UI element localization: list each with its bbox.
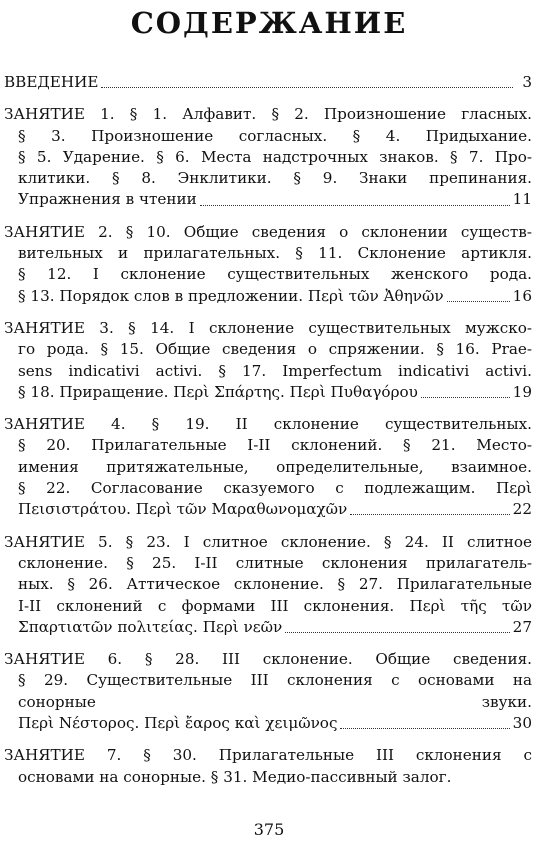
toc-line <box>4 499 532 520</box>
toc-line-text: вительных и прилагательных. § 11. Склонение артикля. <box>18 244 532 263</box>
toc-line <box>4 168 532 189</box>
toc-line <box>4 339 532 360</box>
toc-entry <box>4 318 532 403</box>
toc-line <box>4 478 532 499</box>
toc-line <box>4 532 532 553</box>
toc-page-number: 19 <box>512 382 532 401</box>
toc-page-number: 22 <box>512 500 532 519</box>
toc-line-text: § 18. Приращение. Περὶ Σπάρτης. Περὶ Πυθαγόρου <box>18 382 418 401</box>
dot-leader <box>447 301 510 302</box>
dot-leader <box>340 728 509 729</box>
toc-line-text: сонорные звуки. <box>18 692 532 711</box>
dot-leader <box>350 514 509 515</box>
toc-line <box>4 617 532 638</box>
toc-line <box>4 147 532 168</box>
toc-line <box>4 596 532 617</box>
toc-line <box>4 745 532 766</box>
dot-leader <box>200 205 510 206</box>
toc-line-text: § 29. Существительные III склонения с основами на <box>18 671 532 690</box>
toc-entry <box>4 414 532 520</box>
toc-line-text: ЗАНЯТИЕ 4. § 19. II склонение существительных. <box>4 415 532 434</box>
toc-line-text: го рода. § 15. Общие сведения о спряжении. § 16. Prae- <box>18 340 532 359</box>
toc-line <box>4 243 532 264</box>
toc-line-text: основами на сонорные. § 31. Медио-пассивный залог. <box>18 767 452 786</box>
toc-line-text: I-II склонений с формами III склонения. Περὶ τῆς τῶν <box>18 596 532 615</box>
toc-line <box>4 574 532 595</box>
toc-line <box>4 649 532 670</box>
toc-line <box>4 713 532 734</box>
toc-line <box>4 361 532 382</box>
toc-line <box>4 72 532 93</box>
toc-line <box>4 553 532 574</box>
toc-line-text: § 12. I склонение существительных женского рода. <box>18 265 532 284</box>
toc-line <box>4 457 532 478</box>
toc-line-text: ЗАНЯТИЕ 6. § 28. III склонение. Общие сведения. <box>4 650 532 669</box>
toc-line-text: Σπαρτιατῶν πολιτείας. Περὶ νεῶν <box>18 617 283 636</box>
toc-line-text: Πεισιστράτου. Περὶ τῶν Μαραθωνομαχῶν <box>18 500 348 519</box>
toc-line-text: § 5. Ударение. § 6. Места надстрочных знаков. § 7. Про- <box>18 147 532 166</box>
table-of-contents <box>4 72 532 799</box>
toc-line-text: клитики. § 8. Энклитики. § 9. Знаки препинания. <box>18 169 532 188</box>
toc-line-text: § 13. Порядок слов в предложении. Περὶ τῶν Ἀθηνῶν <box>18 286 444 305</box>
toc-line-text: ЗАНЯТИЕ 3. § 14. I склонение существительных мужско- <box>4 318 532 337</box>
toc-page-number: 11 <box>512 190 532 209</box>
toc-line-text: имения притяжательные, определительные, взаимное. <box>18 457 532 476</box>
dot-leader <box>421 397 510 398</box>
toc-line <box>4 104 532 125</box>
toc-line <box>4 286 532 307</box>
toc-line <box>4 435 532 456</box>
toc-line <box>4 318 532 339</box>
toc-line-text: § 20. Прилагательные I-II склонений. § 21. Место- <box>18 436 532 455</box>
toc-line-text: склонение. § 25. I-II слитные склонения прилагатель- <box>18 553 532 572</box>
toc-entry <box>4 222 532 307</box>
toc-page-number: 27 <box>512 617 532 636</box>
toc-line <box>4 382 532 403</box>
toc-line <box>4 126 532 147</box>
toc-entry <box>4 745 532 788</box>
toc-entry <box>4 72 532 93</box>
toc-line-text: ЗАНЯТИЕ 2. § 10. Общие сведения о склонении существ- <box>4 222 532 241</box>
toc-entry <box>4 649 532 734</box>
toc-line-text: Упражнения в чтении <box>18 190 197 209</box>
toc-entry <box>4 532 532 638</box>
dot-leader <box>101 87 513 88</box>
toc-line-text: sens indicativi activi. § 17. Imperfectum indicativi activi. <box>18 361 532 380</box>
page-number: 375 <box>253 820 285 839</box>
toc-line <box>4 670 532 691</box>
toc-page-number: 16 <box>512 286 532 305</box>
dot-leader <box>285 632 509 633</box>
toc-line-text: ЗАНЯТИЕ 1. § 1. Алфавит. § 2. Произношение гласных. <box>4 105 532 124</box>
toc-line <box>4 189 532 210</box>
toc-line <box>4 222 532 243</box>
toc-line <box>4 264 532 285</box>
toc-line-text: § 22. Согласование сказуемого с подлежащим. Περὶ <box>18 479 532 498</box>
toc-line-text: § 3. Произношение согласных. § 4. Придыхание. <box>18 126 532 145</box>
toc-page-number: 30 <box>512 714 532 733</box>
toc-line-text: Περὶ Νέστορος. Περὶ ἔαρος καὶ χειμῶνος <box>18 714 338 733</box>
toc-line-text: ных. § 26. Аттическое склонение. § 27. Прилагательные <box>18 575 532 594</box>
page-title: СОДЕРЖАНИЕ <box>130 6 408 40</box>
toc-line-text: ЗАНЯТИЕ 5. § 23. I слитное склонение. § 24. II слитное <box>4 532 532 551</box>
toc-page-number: 3 <box>522 73 532 91</box>
toc-line <box>4 767 532 788</box>
toc-line-text: ВВЕДЕНИЕ <box>4 73 99 91</box>
toc-line <box>4 414 532 435</box>
toc-entry <box>4 104 532 210</box>
toc-line <box>4 692 532 713</box>
toc-line-text: ЗАНЯТИЕ 7. § 30. Прилагательные III склонения с <box>4 746 532 765</box>
